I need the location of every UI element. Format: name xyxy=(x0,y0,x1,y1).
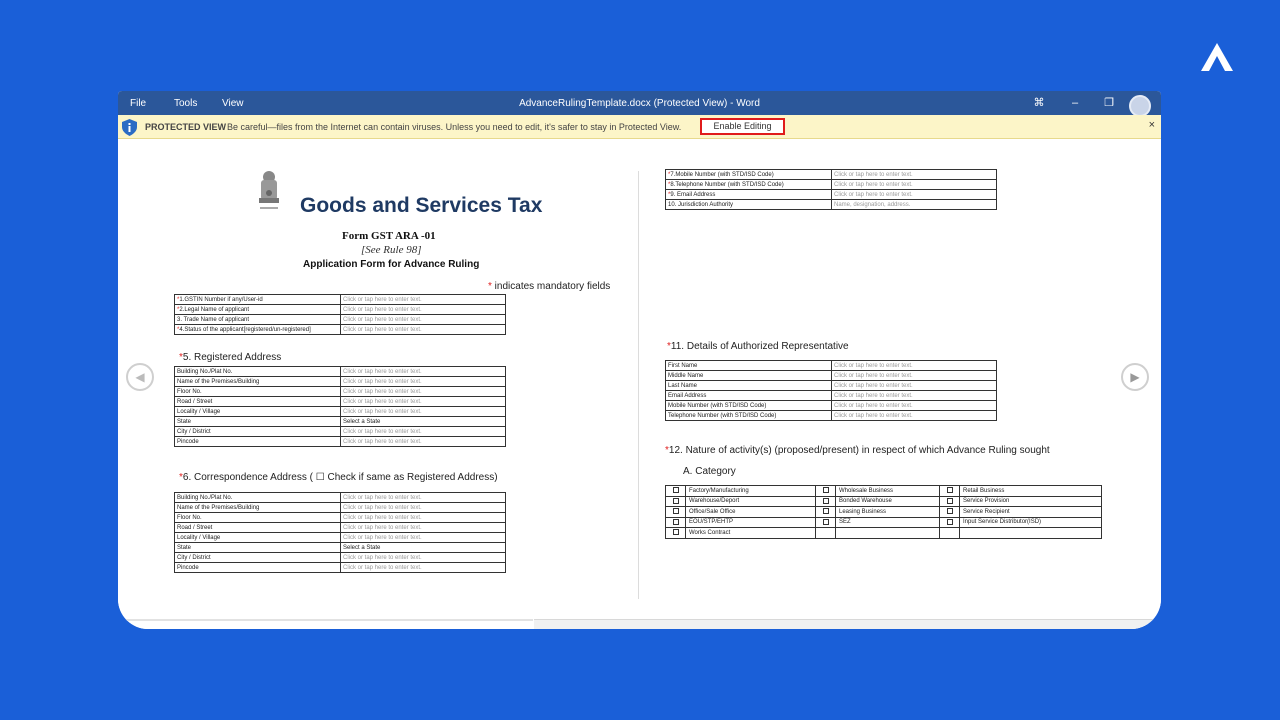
field-label: Floor No. xyxy=(175,513,341,523)
table-row xyxy=(666,528,1102,539)
category-checkbox-cell xyxy=(816,507,836,518)
protected-view-message: Be careful—files from the Internet can contain viruses. Unless you need to edit, it's safer to stay in Protected View. xyxy=(227,122,682,132)
field-input[interactable]: Click or tap here to enter text. xyxy=(341,387,506,397)
field-label: Name of the Premises/Building xyxy=(175,503,341,513)
table-row xyxy=(666,200,997,210)
state-select[interactable]: Select a State xyxy=(341,543,506,553)
checkbox[interactable] xyxy=(947,519,953,525)
field-input[interactable]: Click or tap here to enter text. xyxy=(341,407,506,417)
checkbox[interactable] xyxy=(823,508,829,514)
category-label: Warehouse/Deport xyxy=(686,496,816,507)
category-label: Factory/Manufacturing xyxy=(686,486,816,497)
category-checkbox-cell xyxy=(940,517,960,528)
table-row xyxy=(666,391,997,401)
field-input[interactable]: Click or tap here to enter text. xyxy=(341,427,506,437)
category-label: Leasing Business xyxy=(836,507,940,518)
field-label: *2.Legal Name of applicant xyxy=(175,305,341,315)
category-label: SEZ xyxy=(836,517,940,528)
category-checkbox-cell xyxy=(666,496,686,507)
section-nature-of-activity: *12. Nature of activity(s) (proposed/present) in respect of which Advance Ruling sought xyxy=(665,445,1050,456)
table-row xyxy=(175,563,506,573)
checkbox[interactable] xyxy=(823,498,829,504)
category-label: Service Provision xyxy=(960,496,1102,507)
field-input[interactable]: Click or tap here to enter text. xyxy=(341,493,506,503)
table-row xyxy=(666,401,997,411)
checkbox[interactable] xyxy=(947,487,953,493)
field-input[interactable]: Click or tap here to enter text. xyxy=(832,411,997,421)
category-checkbox-cell xyxy=(940,528,960,539)
checkbox[interactable] xyxy=(823,487,829,493)
field-label: Locality / Village xyxy=(175,407,341,417)
table-row xyxy=(666,517,1102,528)
field-label: Pincode xyxy=(175,437,341,447)
checkbox[interactable] xyxy=(673,487,679,493)
table-row xyxy=(666,507,1102,518)
table-row xyxy=(175,417,506,427)
field-input[interactable]: Click or tap here to enter text. xyxy=(341,437,506,447)
state-select[interactable]: Select a State xyxy=(341,417,506,427)
category-checkbox-cell xyxy=(940,486,960,497)
category-label: EOU/STP/EHTP xyxy=(686,517,816,528)
category-checkbox-cell xyxy=(666,528,686,539)
contact-table xyxy=(665,169,997,210)
field-label: *7.Mobile Number (with STD/ISD Code) xyxy=(666,170,832,180)
field-label: *8.Telephone Number (with STD/ISD Code) xyxy=(666,180,832,190)
menu-tools[interactable]: Tools xyxy=(174,98,198,109)
field-input[interactable]: Click or tap here to enter text. xyxy=(341,305,506,315)
field-input[interactable]: Click or tap here to enter text. xyxy=(341,295,506,305)
field-input[interactable]: Click or tap here to enter text. xyxy=(341,325,506,335)
mandatory-note: * indicates mandatory fields xyxy=(488,281,611,292)
checkbox[interactable] xyxy=(947,498,953,504)
representative-table xyxy=(665,360,997,421)
field-label: *9. Email Address xyxy=(666,190,832,200)
table-row xyxy=(175,367,506,377)
field-label: Last Name xyxy=(666,381,832,391)
field-label: Name of the Premises/Building xyxy=(175,377,341,387)
close-icon[interactable]: × xyxy=(1148,119,1155,131)
table-row xyxy=(175,523,506,533)
field-label: Road / Street xyxy=(175,397,341,407)
field-input[interactable]: Click or tap here to enter text. xyxy=(341,503,506,513)
table-row xyxy=(175,407,506,417)
table-row xyxy=(666,180,997,190)
table-row xyxy=(175,493,506,503)
field-input[interactable]: Click or tap here to enter text. xyxy=(832,170,997,180)
field-label: 10. Jurisdiction Authority xyxy=(666,200,832,210)
category-label: Input Service Distributor(ISD) xyxy=(960,517,1102,528)
field-input[interactable]: Name, designation, address. xyxy=(832,200,997,210)
brand-logo-icon xyxy=(1200,42,1234,72)
field-input[interactable]: Click or tap here to enter text. xyxy=(341,315,506,325)
restore-button[interactable]: ❐ xyxy=(1104,97,1114,109)
field-label: First Name xyxy=(666,361,832,371)
field-label: Email Address xyxy=(666,391,832,401)
category-label: Wholesale Business xyxy=(836,486,940,497)
field-label: Floor No. xyxy=(175,387,341,397)
category-table xyxy=(665,485,1102,539)
field-label: Building No./Plat No. xyxy=(175,367,341,377)
section-registered-address: *5. Registered Address xyxy=(179,352,282,363)
field-label: Road / Street xyxy=(175,523,341,533)
field-input[interactable]: Click or tap here to enter text. xyxy=(341,523,506,533)
field-label: State xyxy=(175,543,341,553)
checkbox[interactable] xyxy=(673,508,679,514)
category-label: Retail Business xyxy=(960,486,1102,497)
field-input[interactable]: Click or tap here to enter text. xyxy=(341,397,506,407)
field-label: 3. Trade Name of applicant xyxy=(175,315,341,325)
next-page-arrow-icon[interactable]: ▶ xyxy=(1121,363,1149,391)
category-checkbox-cell xyxy=(666,486,686,497)
applicant-table xyxy=(174,294,506,335)
field-label: Middle Name xyxy=(666,371,832,381)
page-edge-next xyxy=(534,619,1161,629)
table-row xyxy=(666,361,997,371)
category-checkbox-cell xyxy=(940,507,960,518)
document-heading: Goods and Services Tax xyxy=(300,194,543,217)
protected-view-bar xyxy=(118,115,1161,139)
document-area xyxy=(118,139,1161,629)
field-input[interactable]: Click or tap here to enter text. xyxy=(832,391,997,401)
category-label xyxy=(960,528,1102,539)
table-row xyxy=(666,170,997,180)
focus-mode-icon[interactable]: ⌘ xyxy=(1033,97,1045,109)
field-input[interactable]: Click or tap here to enter text. xyxy=(341,563,506,573)
word-window xyxy=(118,91,1161,629)
field-label: City / District xyxy=(175,427,341,437)
field-label: *4.Status of the applicant[registered/un-registered] xyxy=(175,325,341,335)
shield-info-icon xyxy=(122,119,137,136)
category-label xyxy=(836,528,940,539)
category-checkbox-cell xyxy=(816,528,836,539)
field-input[interactable]: Click or tap here to enter text. xyxy=(832,371,997,381)
category-heading: A. Category xyxy=(683,466,736,477)
table-row xyxy=(175,543,506,553)
field-input[interactable]: Click or tap here to enter text. xyxy=(341,513,506,523)
table-row xyxy=(175,513,506,523)
checkbox[interactable] xyxy=(823,519,829,525)
camera-icon[interactable] xyxy=(1129,95,1151,117)
field-input[interactable]: Click or tap here to enter text. xyxy=(832,361,997,371)
minimize-button[interactable]: – xyxy=(1071,97,1079,109)
category-label: Works Contract xyxy=(686,528,816,539)
title-bar xyxy=(118,91,1161,115)
table-row xyxy=(175,437,506,447)
category-label: Bonded Warehouse xyxy=(836,496,940,507)
previous-page-arrow-icon[interactable]: ◀ xyxy=(126,363,154,391)
field-label: Pincode xyxy=(175,563,341,573)
table-row xyxy=(175,533,506,543)
table-row xyxy=(175,315,506,325)
table-row xyxy=(175,503,506,513)
checkbox[interactable] xyxy=(947,508,953,514)
field-input[interactable]: Click or tap here to enter text. xyxy=(832,401,997,411)
field-label: Telephone Number (with STD/ISD Code) xyxy=(666,411,832,421)
field-input[interactable]: Click or tap here to enter text. xyxy=(341,553,506,563)
document-title: AdvanceRulingTemplate.docx (Protected View) - Word xyxy=(519,98,760,109)
page-edge xyxy=(118,619,533,621)
table-row xyxy=(666,190,997,200)
form-rule: [See Rule 98] xyxy=(361,244,422,256)
form-subtitle: Application Form for Advance Ruling xyxy=(303,259,480,270)
table-row xyxy=(175,305,506,315)
section-correspondence-address: *6. Correspondence Address ( ☐ Check if same as Registered Address) xyxy=(179,472,498,483)
field-label: Building No./Plat No. xyxy=(175,493,341,503)
field-label: State xyxy=(175,417,341,427)
table-row xyxy=(175,377,506,387)
field-label: *1.GSTIN Number if any/User-id xyxy=(175,295,341,305)
checkbox[interactable] xyxy=(673,529,679,535)
national-emblem-icon xyxy=(255,168,283,216)
category-checkbox-cell xyxy=(666,507,686,518)
table-row xyxy=(175,387,506,397)
category-checkbox-cell xyxy=(666,517,686,528)
page-divider xyxy=(638,171,639,599)
checkbox[interactable] xyxy=(673,498,679,504)
field-label: Mobile Number (with STD/ISD Code) xyxy=(666,401,832,411)
field-label: Locality / Village xyxy=(175,533,341,543)
form-title: Form GST ARA -01 xyxy=(342,230,436,242)
checkbox[interactable] xyxy=(673,519,679,525)
table-row xyxy=(175,325,506,335)
menu-file[interactable]: File xyxy=(130,98,147,109)
category-label: Office/Sale Office xyxy=(686,507,816,518)
registered-address-table xyxy=(174,366,506,447)
category-checkbox-cell xyxy=(940,496,960,507)
correspondence-address-table xyxy=(174,492,506,573)
table-row xyxy=(175,553,506,563)
field-input[interactable]: Click or tap here to enter text. xyxy=(341,533,506,543)
table-row xyxy=(666,371,997,381)
field-input[interactable]: Click or tap here to enter text. xyxy=(832,180,997,190)
table-row xyxy=(666,496,1102,507)
section-authorized-representative: *11. Details of Authorized Representative xyxy=(667,341,849,352)
table-row xyxy=(666,411,997,421)
field-label: City / District xyxy=(175,553,341,563)
field-input[interactable]: Click or tap here to enter text. xyxy=(832,381,997,391)
enable-editing-button[interactable]: Enable Editing xyxy=(700,118,785,135)
table-row xyxy=(175,397,506,407)
table-row xyxy=(666,381,997,391)
table-row xyxy=(175,427,506,437)
category-checkbox-cell xyxy=(816,517,836,528)
field-input[interactable]: Click or tap here to enter text. xyxy=(832,190,997,200)
category-checkbox-cell xyxy=(816,486,836,497)
table-row xyxy=(666,486,1102,497)
field-input[interactable]: Click or tap here to enter text. xyxy=(341,377,506,387)
category-label: Service Recipient xyxy=(960,507,1102,518)
category-checkbox-cell xyxy=(816,496,836,507)
menu-view[interactable]: View xyxy=(222,98,244,109)
table-row xyxy=(175,295,506,305)
protected-view-title: PROTECTED VIEW xyxy=(145,122,227,132)
field-input[interactable]: Click or tap here to enter text. xyxy=(341,367,506,377)
